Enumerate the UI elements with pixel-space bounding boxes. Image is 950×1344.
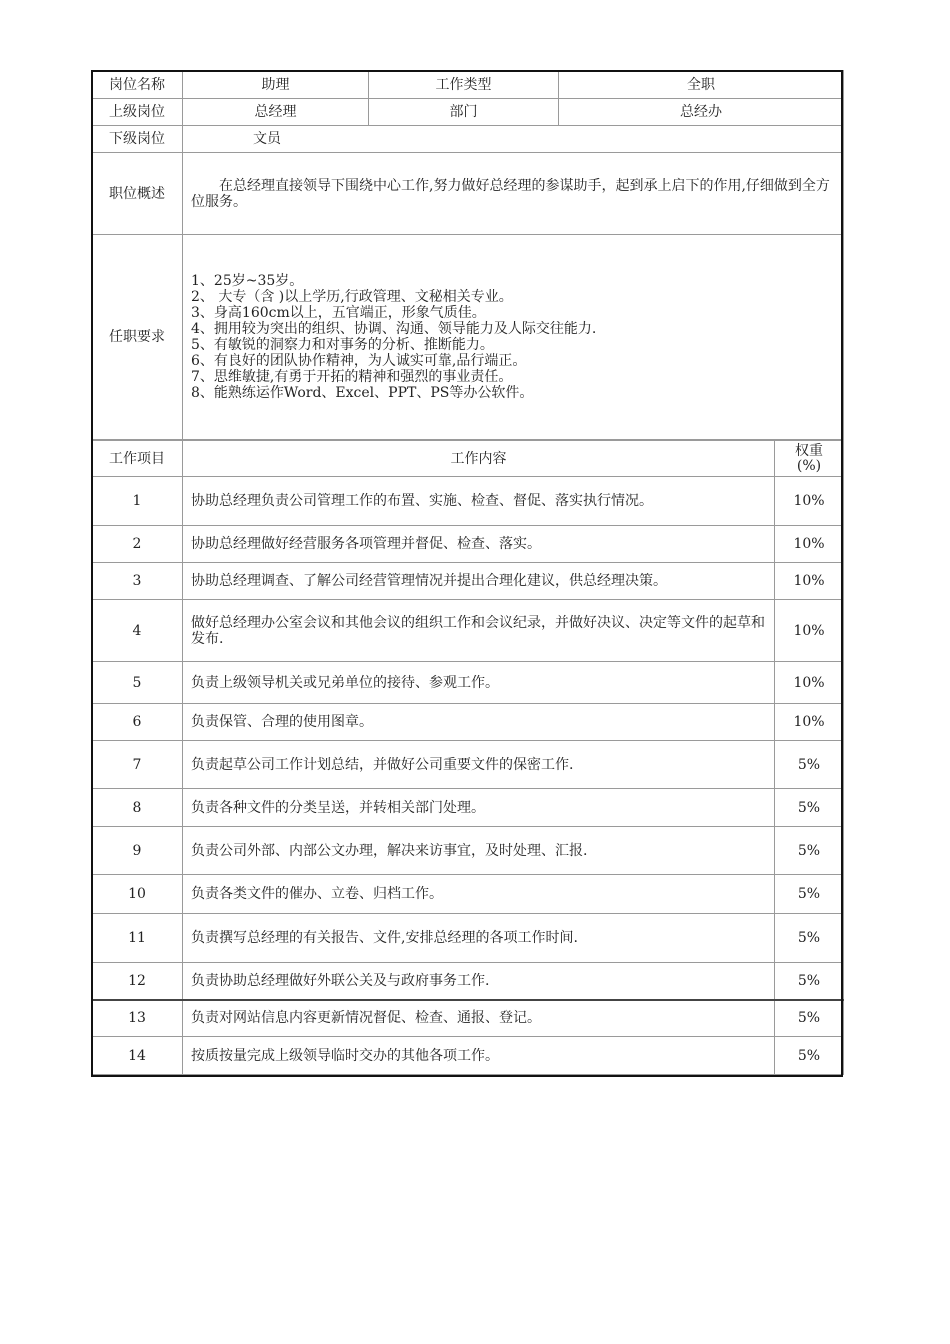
- position-label: 岗位名称: [92, 71, 183, 99]
- task-content: 做好总经理办公室会议和其他会议的组织工作和会议纪录，并做好决议、决定等文件的起草和发布.: [183, 600, 775, 662]
- subordinate-value: 文员: [183, 126, 844, 153]
- task-content: 协助总经理调查、了解公司经营管理情况并提出合理化建议，供总经理决策。: [183, 563, 775, 600]
- task-content: 负责对网站信息内容更新情况督促、检查、通报、登记。: [183, 1000, 775, 1037]
- requirement-item: 2、 大专（含 )以上学历,行政管理、文秘相关专业。: [191, 289, 513, 305]
- task-weight: 10%: [775, 662, 844, 704]
- task-weight: 10%: [775, 563, 844, 600]
- task-number: 9: [92, 827, 183, 875]
- task-content: 负责撰写总经理的有关报告、文件,安排总经理的各项工作时间.: [183, 914, 775, 963]
- task-content: 负责各类文件的催办、立卷、归档工作。: [183, 875, 775, 914]
- task-content: 负责公司外部、内部公文办理，解决来访事宜，及时处理、汇报.: [183, 827, 775, 875]
- dept-label: 部门: [369, 99, 559, 126]
- task-number: 7: [92, 741, 183, 789]
- task-weight: 5%: [775, 827, 844, 875]
- task-weight: 10%: [775, 477, 844, 526]
- position-value: 助理: [183, 71, 369, 99]
- overview-row: [92, 153, 844, 235]
- table-row: [92, 704, 844, 741]
- requirement-item: 1、25岁~35岁。: [191, 273, 304, 289]
- task-weight: 5%: [775, 875, 844, 914]
- dept-value: 总经办: [559, 99, 844, 126]
- task-number: 10: [92, 875, 183, 914]
- tasks-table: [91, 440, 844, 1075]
- table-row: [92, 477, 844, 526]
- task-number: 14: [92, 1037, 183, 1075]
- requirement-item: 5、有敏锐的洞察力和对事务的分析、推断能力。: [191, 337, 494, 353]
- col-weight-header: [775, 441, 844, 477]
- overview-text: 在总经理直接领导下围绕中心工作,努力做好总经理的参谋助手，起到承上启下的作用,仔细做到全方位服务。: [183, 153, 844, 235]
- job-info-table: [91, 70, 844, 440]
- requirement-item: 7、思维敏捷,有勇于开拓的精神和强烈的事业责任。: [191, 369, 513, 385]
- requirement-item: 4、拥用较为突出的组织、协调、沟通、领导能力及人际交往能力.: [191, 321, 597, 337]
- task-weight: 5%: [775, 741, 844, 789]
- task-weight: 5%: [775, 1000, 844, 1037]
- superior-value: 总经理: [183, 99, 369, 126]
- task-number: 1: [92, 477, 183, 526]
- task-weight: 10%: [775, 704, 844, 741]
- task-content: 负责各种文件的分类呈送，并转相关部门处理。: [183, 789, 775, 827]
- table-row: [92, 526, 844, 563]
- table-row: [92, 563, 844, 600]
- task-content: 负责起草公司工作计划总结，并做好公司重要文件的保密工作.: [183, 741, 775, 789]
- task-content: 负责协助总经理做好外联公关及与政府事务工作.: [183, 963, 775, 1000]
- table-row: [92, 662, 844, 704]
- task-weight: 10%: [775, 600, 844, 662]
- task-weight: 5%: [775, 963, 844, 1000]
- tasks-header-row: [92, 441, 844, 477]
- job-description-sheet: [91, 70, 843, 1075]
- task-number: 4: [92, 600, 183, 662]
- table-row: [92, 914, 844, 963]
- table-row: [92, 1037, 844, 1075]
- requirements-row: [92, 235, 844, 440]
- task-content: 按质按量完成上级领导临时交办的其他各项工作。: [183, 1037, 775, 1075]
- requirement-item: 3、身高160cm以上，五官端正，形象气质佳。: [191, 305, 486, 321]
- superior-label: 上级岗位: [92, 99, 183, 126]
- task-content: 协助总经理做好经营服务各项管理并督促、检查、落实。: [183, 526, 775, 563]
- task-content: 协助总经理负责公司管理工作的布置、实施、检查、督促、落实执行情况。: [183, 477, 775, 526]
- task-number: 12: [92, 963, 183, 1000]
- info-row-superior: [92, 99, 844, 126]
- task-content: 负责保管、合理的使用图章。: [183, 704, 775, 741]
- requirement-item: 6、有良好的团队协作精神，为人诚实可靠,品行端正。: [191, 353, 527, 369]
- requirement-item: 8、能熟练运作Word、Excel、PPT、PS等办公软件。: [191, 385, 534, 401]
- table-row: [92, 741, 844, 789]
- task-weight: 5%: [775, 914, 844, 963]
- task-weight: 5%: [775, 1037, 844, 1075]
- task-weight: 10%: [775, 526, 844, 563]
- requirements-list: [183, 235, 844, 440]
- task-number: 5: [92, 662, 183, 704]
- table-row: [92, 875, 844, 914]
- task-number: 8: [92, 789, 183, 827]
- table-row: [92, 600, 844, 662]
- task-number: 6: [92, 704, 183, 741]
- task-number: 2: [92, 526, 183, 563]
- col-content-header: 工作内容: [183, 441, 775, 477]
- task-content: 负责上级领导机关或兄弟单位的接待、参观工作。: [183, 662, 775, 704]
- task-number: 13: [92, 1000, 183, 1037]
- task-number: 3: [92, 563, 183, 600]
- info-row-position: [92, 71, 844, 99]
- table-row: [92, 827, 844, 875]
- table-row: [92, 789, 844, 827]
- task-weight: 5%: [775, 789, 844, 827]
- overview-label: 职位概述: [92, 153, 183, 235]
- worktype-value: 全职: [559, 71, 844, 99]
- info-row-subordinate: [92, 126, 844, 153]
- worktype-label: 工作类型: [369, 71, 559, 99]
- table-row: [92, 963, 844, 1000]
- subordinate-label: 下级岗位: [92, 126, 183, 153]
- requirements-label: 任职要求: [92, 235, 183, 440]
- task-number: 11: [92, 914, 183, 963]
- table-row: [92, 1000, 844, 1037]
- col-weight-header-text: 权重(%): [795, 442, 823, 474]
- col-item-header: 工作项目: [92, 441, 183, 477]
